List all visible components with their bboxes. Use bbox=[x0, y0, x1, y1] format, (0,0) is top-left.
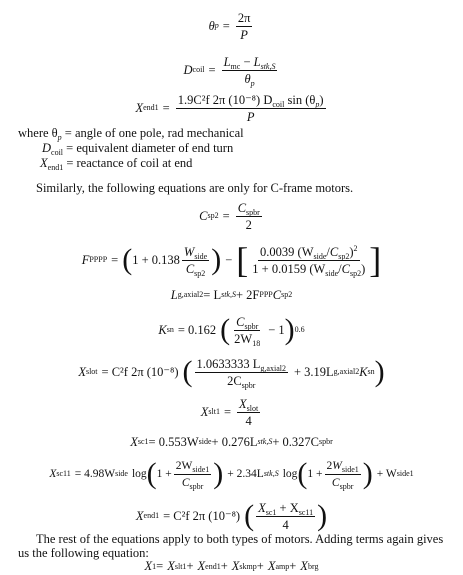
var: D bbox=[42, 141, 52, 155]
var: K bbox=[158, 322, 167, 337]
var: X bbox=[135, 508, 144, 523]
sub: slot bbox=[246, 403, 259, 413]
equation-x-slt1: X slt1 = $\frac{X_{slot}}{4}$ bbox=[200, 396, 259, 428]
equation-x-end1: X end1 = $\frac{1.9C^2f 2\pi (10^{-8}) D_{coil} \sin (\theta_p)}{P}$ bbox=[135, 92, 324, 124]
var: C bbox=[185, 261, 195, 276]
equation-x-sc1: X sc1 = 0.553W side + 0.276L stk,S + 0.327C spbr bbox=[130, 434, 333, 449]
fraction: $\frac{L_{mc} - L_{stk,S}}{\theta_p}$ bbox=[223, 54, 276, 88]
equation-x1: X 1 = X slt1 + X end1 + X skmp + X amp + X brg bbox=[144, 559, 319, 573]
var: θ bbox=[244, 71, 251, 86]
fraction: $\frac{1.9C^2f 2\pi (10^{-8}) D_{coil} \sin (\theta_p)}{P}$ bbox=[177, 92, 324, 124]
var: X bbox=[300, 559, 308, 573]
text: = 0.553W bbox=[148, 434, 199, 449]
denominator: 2W bbox=[234, 331, 253, 346]
sub: spbr bbox=[189, 481, 204, 491]
text: = C²f 2π (10⁻⁸) bbox=[101, 365, 179, 379]
sub: p bbox=[214, 21, 219, 30]
sub: p bbox=[315, 99, 320, 109]
sub: p bbox=[250, 78, 255, 88]
equation-f-pppp: F PPPP = ( 1 + 0.138 $\frac{W_{side}}{C_{sp2}}$ ) − [ $\frac{0.0039 (W_{side}/C_{sp2})^2}{1 + 0.0159 (W_{side}/C_{sp2})}$ ] bbox=[81, 240, 382, 280]
text: = C²f 2π (10⁻⁸) bbox=[163, 509, 241, 523]
sub: stk,S bbox=[221, 290, 236, 299]
sub: coil bbox=[51, 148, 64, 157]
sub: side1 bbox=[192, 464, 210, 474]
numerator: 2π bbox=[237, 10, 251, 25]
var: X bbox=[135, 100, 144, 115]
denominator: P bbox=[240, 27, 248, 42]
var: C bbox=[237, 200, 247, 215]
where-line-1 bbox=[18, 126, 244, 141]
text: − 1 bbox=[268, 322, 285, 337]
text: = reactance of coil at end bbox=[63, 156, 193, 170]
var: L bbox=[170, 287, 178, 302]
denominator: 4 bbox=[282, 517, 289, 532]
var: X bbox=[40, 156, 48, 170]
fraction bbox=[174, 459, 212, 490]
sub: stk,S bbox=[257, 437, 273, 446]
sub: spbr bbox=[244, 321, 259, 331]
text: + 0.276L bbox=[211, 434, 258, 449]
var: X bbox=[197, 559, 206, 573]
where-line-2 bbox=[42, 141, 233, 156]
text: + 2.34L bbox=[227, 468, 264, 480]
equation-x-end1-cframe: X end1 = C²f 2π (10⁻⁸) ( $\frac{X_{sc1} + X_{sc11}}{4}$ ) bbox=[135, 499, 328, 532]
text: + X bbox=[276, 500, 299, 515]
var: K bbox=[359, 364, 368, 379]
equation-l-g-axial2: L g,axial2 = L stk,S + 2F PPP C sp2 bbox=[170, 287, 293, 302]
var: θ bbox=[208, 18, 215, 33]
coefficient: = 0.162 bbox=[177, 322, 217, 337]
text: = 4.98W bbox=[74, 468, 116, 480]
denominator: P bbox=[246, 109, 255, 124]
text: where θ bbox=[18, 126, 58, 140]
equation-x-slot: X slot = C²f 2π (10⁻⁸) ( $\frac{1.0633333 L_{g,axial2}}{2C_{spbr}}$ + 3.19L g,axial2 K sn ) bbox=[78, 355, 385, 390]
var: X bbox=[49, 468, 57, 480]
sub: end1 bbox=[47, 163, 64, 172]
var: X bbox=[200, 404, 209, 419]
denominator: 2C bbox=[227, 373, 242, 388]
denominator: 4 bbox=[245, 413, 252, 428]
where-line-3 bbox=[40, 156, 192, 171]
text: = equivalent diameter of end turn bbox=[63, 141, 234, 155]
equation-theta-p: θ p = $\frac{2\pi}{P}$ bbox=[208, 10, 251, 42]
var: X bbox=[167, 559, 175, 573]
fraction: $\frac{0.0039 (W_{side}/C_{sp2})^2}{1 + 0.0159 (W_{side}/C_{sp2})}$ bbox=[252, 243, 366, 278]
text: = L bbox=[203, 287, 222, 302]
var: C bbox=[236, 314, 245, 329]
numerator-text: 1.9C²f 2π (10⁻⁸) D bbox=[177, 92, 273, 107]
fraction bbox=[236, 201, 262, 232]
text: + W bbox=[376, 468, 397, 480]
var: W bbox=[183, 244, 195, 259]
text: + 0.327C bbox=[272, 434, 319, 449]
sub: sp2 bbox=[194, 268, 206, 278]
fraction bbox=[195, 357, 288, 388]
var: X bbox=[144, 559, 153, 573]
text: + 3.19L bbox=[293, 364, 334, 379]
sub: 18 bbox=[252, 338, 261, 348]
var: C bbox=[199, 208, 208, 223]
var: X bbox=[130, 434, 138, 449]
var: X bbox=[231, 559, 240, 573]
var: L bbox=[253, 54, 261, 69]
sub: side bbox=[325, 268, 339, 278]
equation-k-sn: K sn = 0.162 ( $\frac{C_{spbr}}{2W_{18}}$ − 1 ) 0.6 bbox=[158, 313, 305, 348]
fraction bbox=[182, 245, 209, 276]
sub: spbr bbox=[246, 207, 260, 217]
sub: sc11 bbox=[298, 507, 314, 517]
fraction bbox=[236, 11, 253, 42]
sub: stk,S bbox=[260, 61, 276, 71]
coefficient: 1 + 0.138 bbox=[132, 252, 180, 267]
sub: g,axial2 bbox=[260, 363, 286, 373]
paragraph-both-types-2: us the following equation: bbox=[18, 546, 149, 560]
sub: mc bbox=[230, 61, 241, 71]
paragraph-both-types-1: The rest of the equations apply to both types of motors. Adding terms again gives bbox=[36, 532, 444, 546]
denominator-text: 1 + 0.0159 (W bbox=[252, 261, 326, 276]
sub: p bbox=[57, 133, 62, 142]
var: C bbox=[272, 287, 282, 302]
equation-d-coil: D coil = $\frac{L_{mc} - L_{stk,S}}{\theta_p}$ bbox=[183, 54, 276, 88]
sub: stk,S bbox=[263, 469, 279, 478]
numerator-text: 2W bbox=[175, 459, 193, 472]
denominator: 2 bbox=[245, 217, 252, 232]
fraction bbox=[232, 315, 262, 346]
var: X bbox=[78, 364, 86, 379]
equation-c-sp2: C sp2 = $\frac{C_{spbr}}{2}$ bbox=[199, 200, 260, 232]
var: D bbox=[183, 62, 193, 77]
var: X bbox=[267, 559, 276, 573]
var: F bbox=[81, 252, 90, 267]
var: L bbox=[223, 54, 231, 69]
paragraph-c-frame: Similarly, the following equations are only for C-frame motors. bbox=[36, 181, 354, 195]
sub: coil bbox=[272, 99, 285, 109]
sub: side bbox=[313, 251, 327, 261]
fraction bbox=[237, 397, 260, 428]
sub: spbr bbox=[241, 380, 256, 390]
sub: side bbox=[194, 251, 208, 261]
numerator-text: 1.0633333 L bbox=[196, 356, 261, 371]
var: X bbox=[239, 396, 247, 411]
numerator-tail: sin (θ bbox=[287, 92, 316, 107]
var: C bbox=[181, 476, 190, 489]
fraction bbox=[256, 501, 315, 532]
var: X bbox=[258, 500, 266, 515]
numerator-text: 0.0039 (W bbox=[260, 244, 314, 259]
sub: sc1 bbox=[265, 507, 277, 517]
equation-x-sc11: X sc11 = 4.98W side log ( 1 + $\frac{2W_{side1}}{C_{spbr}}$ ) + 2.34L stk,S log ( 1 + $\frac{2W_{side1}}{C_{spbr}}$ ) + W side1 bbox=[49, 457, 414, 491]
fraction: $\frac{2W_{side1}}{C_{spbr}}$ bbox=[326, 459, 359, 491]
log-operator: log bbox=[131, 468, 147, 480]
text: = angle of one pole, rad mechanical bbox=[61, 126, 244, 140]
text: + 2F bbox=[235, 287, 260, 302]
